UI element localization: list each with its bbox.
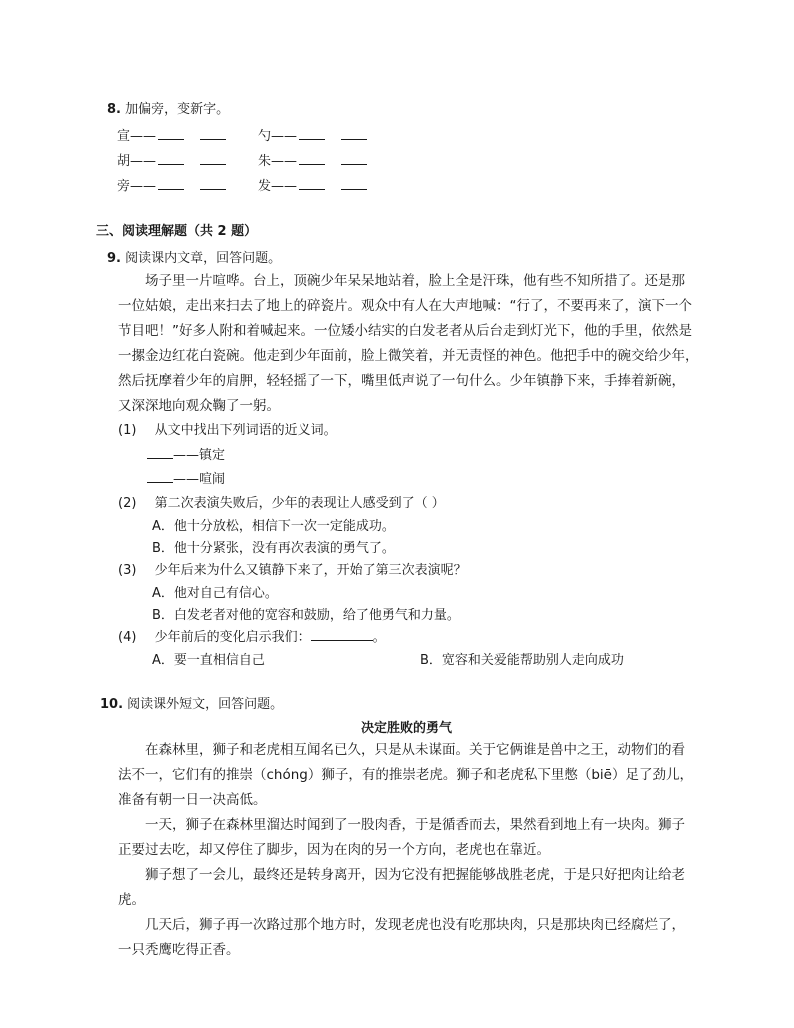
answer-blank[interactable]	[158, 178, 184, 190]
option-a[interactable]: A．他对自己有信心。	[152, 586, 278, 601]
q8-row-2-left	[117, 150, 226, 169]
q9-sub2	[118, 492, 445, 511]
answer-blank[interactable]	[311, 629, 373, 641]
option-b[interactable]: B．他十分紧张，没有再次表演的勇气了。	[152, 541, 395, 556]
q8-row-1-left	[117, 125, 226, 144]
q8-row-1-right	[258, 125, 367, 144]
q8-char: 胡——	[117, 154, 157, 169]
answer-blank[interactable]	[147, 447, 173, 459]
synonym-target: ——镇定	[173, 448, 226, 463]
q8-heading	[107, 98, 229, 117]
answer-blank[interactable]	[299, 128, 325, 140]
q8-number: 8.	[107, 102, 121, 117]
q9-sub4	[118, 626, 386, 645]
answer-blank[interactable]	[200, 128, 226, 140]
sub-number: (1)	[118, 423, 137, 438]
q9-number: 9.	[107, 251, 121, 266]
q8-char: 旁——	[117, 179, 157, 194]
q10-passage-line: 狮子想了一会儿，最终还是转身离开，因为它没有把握能够战胜老虎，于是只好把肉让给老	[145, 867, 685, 883]
article-title: 决定胜败的勇气	[361, 721, 453, 736]
q8-row-2-right	[258, 150, 367, 169]
q10-passage-line: 虎。	[118, 892, 145, 908]
q9-sub1	[118, 419, 337, 438]
q10-passage-line: 准备有朝一日一决高低。	[118, 792, 267, 808]
sub-question: 第二次表演失败后，少年的表现让人感受到了（ ）	[154, 496, 445, 511]
q10-number: 10.	[100, 697, 124, 712]
q8-char: 宣——	[117, 129, 157, 144]
q9-passage-line: 然后抚摩着少年的肩胛，轻轻摇了一下，嘴里低声说了一句什么。少年镇静下来，手捧着新碗，	[118, 373, 685, 389]
answer-blank[interactable]	[158, 153, 184, 165]
sub-number: (4)	[118, 630, 137, 645]
q8-row-3-right	[258, 175, 367, 194]
sub-question: 少年前后的变化启示我们：	[154, 630, 311, 645]
q10-passage-line: 一天，狮子在森林里溜达时闻到了一股肉香，于是循香而去，果然看到地上有一块肉。狮子	[145, 817, 685, 833]
q8-char: 勺——	[258, 129, 298, 144]
option-b[interactable]: B．白发老者对他的宽容和鼓励，给了他勇气和力量。	[152, 608, 460, 623]
q9-title: 阅读课内文章，回答问题。	[125, 251, 282, 266]
sub-number: (2)	[118, 496, 137, 511]
q9-heading	[107, 247, 281, 266]
answer-blank[interactable]	[341, 128, 367, 140]
answer-blank[interactable]	[299, 153, 325, 165]
answer-blank[interactable]	[200, 178, 226, 190]
sub-question: 少年后来为什么又镇静下来了，开始了第三次表演呢？	[154, 563, 467, 578]
answer-blank[interactable]	[341, 153, 367, 165]
q10-passage-line: 在森林里，狮子和老虎相互闻名已久，只是从未谋面。关于它俩谁是兽中之王，动物们的看	[145, 742, 685, 758]
sub-question: 从文中找出下列词语的近义词。	[154, 423, 337, 438]
answer-blank[interactable]	[158, 128, 184, 140]
q10-passage-line: 几天后，狮子再一次路过那个地方时，发现老虎也没有吃那块肉，只是那块肉已经腐烂了，	[145, 917, 685, 933]
q10-heading	[100, 693, 283, 712]
q9-passage-line: 一摞金边红花白瓷碗。他走到少年面前，脸上微笑着，并无责怪的神色。他把手中的碗交给少年，	[118, 348, 699, 364]
q9-sub3	[118, 559, 467, 578]
q9-passage-line: 又深深地向观众鞠了一躬。	[118, 398, 280, 414]
q9-sub1-item	[147, 444, 225, 463]
option-a[interactable]: A．要一直相信自己	[152, 653, 265, 668]
q10-passage-line: 正要过去吃，却又停住了脚步，因为在肉的另一个方向，老虎也在靠近。	[118, 842, 550, 858]
q8-title: 加偏旁，变新字。	[125, 102, 230, 117]
option-a[interactable]: A．他十分放松，相信下一次一定能成功。	[152, 519, 395, 534]
q8-row-3-left	[117, 175, 226, 194]
option-b[interactable]: B．宽容和关爱能帮助别人走向成功	[420, 653, 624, 668]
q9-sub1-item	[147, 468, 225, 487]
answer-blank[interactable]	[200, 153, 226, 165]
q9-passage-line: 节目吧！”好多人附和着喊起来。一位矮小结实的白发老者从后台走到灯光下，他的手里，依然是	[118, 323, 692, 339]
sub-question-end: 。	[372, 630, 386, 645]
answer-blank[interactable]	[341, 178, 367, 190]
q8-char: 发——	[258, 179, 298, 194]
q10-passage-line: 法不一，它们有的推崇（chóng）狮子，有的推崇老虎。狮子和老虎私下里憋（biē）足了劲儿，	[118, 767, 693, 783]
answer-blank[interactable]	[299, 178, 325, 190]
q10-title: 阅读课外短文，回答问题。	[127, 697, 284, 712]
sub-number: (3)	[118, 563, 137, 578]
q9-passage-line: 一位姑娘，走出来扫去了地上的碎瓷片。观众中有人在大声地喊：“行了，不要再来了，演下一个	[118, 298, 692, 314]
synonym-target: ——喧闹	[173, 472, 226, 487]
section-3-title: 三、阅读理解题（共 2 题）	[96, 224, 258, 239]
q10-passage-line: 一只秃鹰吃得正香。	[118, 942, 240, 958]
q9-passage-line: 场子里一片喧哗。台上，顶碗少年呆呆地站着，脸上全是汗珠，他有些不知所措了。还是那	[145, 273, 685, 289]
answer-blank[interactable]	[147, 471, 173, 483]
q8-char: 朱——	[258, 154, 298, 169]
